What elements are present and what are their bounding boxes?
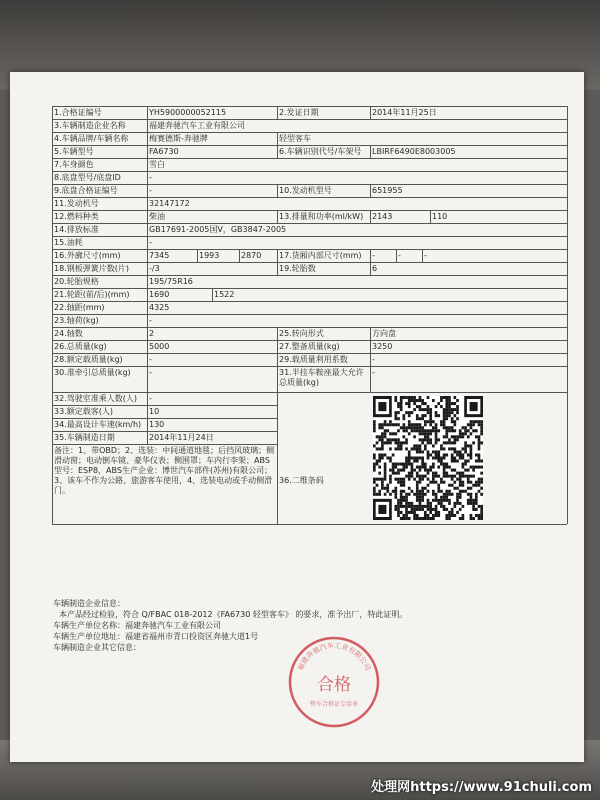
field-value: 柴油	[149, 212, 165, 221]
field-value: FA6730	[149, 147, 179, 156]
field-value: 1993	[199, 251, 220, 260]
field-value: 2014年11月24日	[149, 433, 214, 442]
certificate-paper	[10, 72, 584, 762]
field-label: 7.车身颜色	[54, 160, 94, 169]
producer-line	[53, 620, 383, 631]
field-label: 18.钢板弹簧片数(片)	[54, 264, 129, 273]
field-value: -	[149, 355, 152, 364]
field-value: 110	[432, 212, 448, 221]
field-value: -	[424, 251, 427, 260]
other-info-label: 车辆制造企业其它信息：	[53, 643, 141, 652]
seal-ring-text: 福建奔驰汽车工业有限公司	[296, 641, 372, 672]
field-value: YH5900000052115	[149, 108, 227, 117]
field-value: -	[149, 186, 152, 195]
field-value: -	[372, 368, 375, 377]
field-value: 2014年11月25日	[372, 108, 437, 117]
grid-line	[52, 524, 567, 525]
field-value: 651955	[372, 186, 403, 195]
field-value: 10	[149, 407, 160, 416]
field-label: 27.整备质量(kg)	[279, 342, 340, 351]
field-label: 10.发动机型号	[279, 186, 332, 195]
field-label: 32.驾驶室准乘人数(人)	[54, 394, 137, 403]
field-value: 梅赛德斯-奔驰牌	[149, 134, 208, 143]
field-label: 23.轴荷(kg)	[54, 316, 99, 325]
field-label: 20.轮胎规格	[54, 277, 99, 286]
field-label: 28.额定载质量(kg)	[54, 355, 123, 364]
producer-label: 车辆生产单位名称：	[53, 621, 125, 630]
field-value: 2870	[241, 251, 262, 260]
field-value: -	[372, 251, 375, 260]
field-value: 4325	[149, 303, 170, 312]
field-value: -	[149, 316, 152, 325]
field-value: -/3	[149, 264, 160, 273]
field-value: -	[398, 251, 401, 260]
remarks-text: 备注：1、带OBD；2、选装：中间通道地毯；后挡风玻璃；侧滑动窗；电动倒车镜、豪华仪表；侧围罩；车内行李架；ABS型号：ESP8，ABS生产企业：博世汽车部件(苏州)有限公司；3、该车不作为公路、旅游客车使用，4、选装电动或手动侧滑门。	[54, 446, 275, 495]
field-value: GB17691-2005国V，GB3847-2005	[149, 225, 287, 234]
field-value: -	[149, 238, 152, 247]
qr-label: 36.二维条码	[279, 476, 324, 485]
field-label: 33.额定载客(人)	[54, 407, 113, 416]
field-label: 6.车辆识别代号/车架号	[279, 147, 362, 156]
field-value: -	[149, 394, 152, 403]
field-value: 6	[372, 264, 378, 273]
field-value: 1522	[214, 290, 235, 299]
field-value: 1690	[149, 290, 170, 299]
field-label: 3.车辆制造企业名称	[54, 121, 126, 130]
seal-center-text: 合格	[317, 675, 351, 695]
field-label: 2.发证日期	[279, 108, 319, 117]
field-label: 26.总质量(kg)	[54, 342, 107, 351]
field-label: 1.合格证编号	[54, 108, 102, 117]
field-value: 2	[149, 329, 155, 338]
producer-name: 福建奔驰汽车工业有限公司	[125, 621, 221, 630]
field-label: 4.车辆品牌/车辆名称	[54, 134, 129, 143]
field-value: -	[372, 355, 375, 364]
field-label: 15.油耗	[54, 238, 83, 247]
field-label: 13.排量和功率(ml/kW)	[279, 212, 364, 221]
field-label: 12.燃料种类	[54, 212, 99, 221]
field-label: 24.轴数	[54, 329, 83, 338]
field-value: LBIRF6490E8003005	[372, 147, 456, 156]
field-label: 5.车辆型号	[54, 147, 94, 156]
address-label: 车辆生产单位地址：	[53, 632, 125, 641]
field-label: 16.外廓尺寸(mm)	[54, 251, 121, 260]
field-label: 21.轮距(前/后)(mm)	[54, 290, 130, 299]
field-label: 轻型客车	[279, 134, 311, 143]
watermark: 处理网https://www.91chuli.com	[371, 780, 592, 795]
field-value: 2143	[372, 212, 393, 221]
field-label: 19.轮胎数	[279, 264, 316, 273]
field-label: 29.载质量利用系数	[279, 355, 348, 364]
field-label: 34.最高设计车速(km/h)	[54, 420, 142, 429]
field-label: 31.半挂车鞍座最大允许总质量(kg)	[279, 368, 364, 387]
field-label: 35.车辆制造日期	[54, 433, 115, 442]
field-label: 25.转向形式	[279, 329, 324, 338]
grid-line	[277, 392, 278, 524]
field-value: 3250	[372, 342, 393, 351]
field-label: 22.轴距(mm)	[54, 303, 105, 312]
field-label: 17.货厢内部尺寸(mm)	[279, 251, 362, 260]
field-label: 30.准牵引总质量(kg)	[54, 368, 131, 377]
field-value: -	[149, 173, 152, 182]
address-value: 福建省福州市青口投资区奔驰大道1号	[125, 632, 259, 641]
manufacturer-title: 车辆制造企业信息：	[53, 599, 125, 608]
field-value: -	[149, 368, 152, 377]
qr-code	[373, 396, 483, 520]
field-value: 7345	[149, 251, 170, 260]
manufacturer-statement: 本产品经过检验，符合 Q/FBAC 018-2012《FA6730 轻型客车》 的要求，准予出厂，特此证明。	[59, 610, 408, 619]
field-value: 福建奔驰汽车工业有限公司	[149, 121, 245, 130]
red-seal-stamp	[286, 634, 382, 730]
field-value: 5000	[149, 342, 170, 351]
seal-sub-text: 整车合格证专用章	[309, 701, 359, 708]
field-value: 195/75R16	[149, 277, 193, 286]
field-label: 11.发动机号	[54, 199, 99, 208]
field-value: 雪白	[149, 160, 165, 169]
grid-line	[567, 106, 568, 524]
field-value: 方向盘	[372, 329, 396, 338]
field-value: 32147172	[149, 199, 190, 208]
field-value: 130	[149, 420, 165, 429]
field-label: 9.底盘合格证编号	[54, 186, 118, 195]
certificate-form-table	[52, 106, 567, 524]
field-label: 8.底盘型号/底盘ID	[54, 173, 121, 182]
field-label: 14.排放标准	[54, 225, 99, 234]
